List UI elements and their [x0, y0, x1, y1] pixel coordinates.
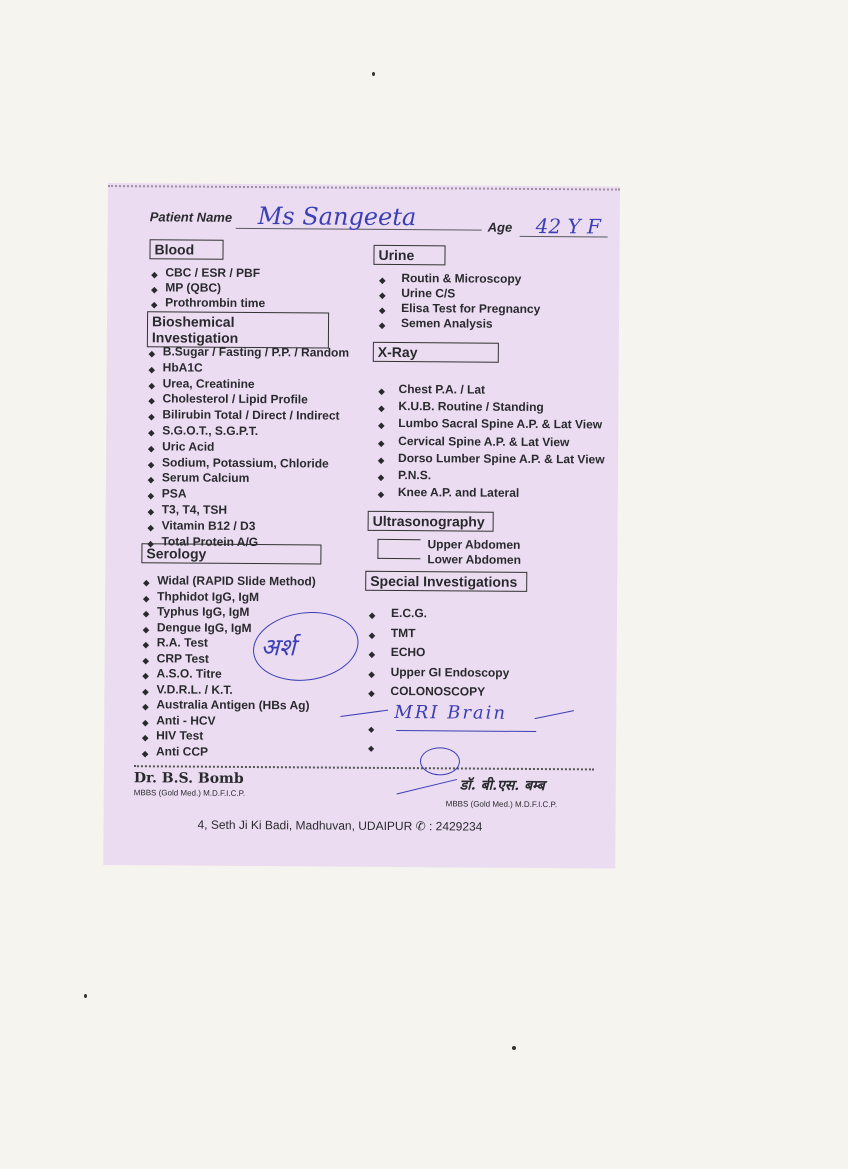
- list-item: ◆ Anti CCP: [142, 744, 315, 761]
- list-item: ◆ P.N.S.: [378, 467, 605, 486]
- doctor-name-en: Dr. B.S. Bomb: [133, 770, 244, 787]
- handwritten-mri-brain: MRI Brain: [394, 702, 508, 724]
- list-item: ◆ Serum Calcium: [148, 471, 348, 488]
- ultrasound-heading: Ultrasonography: [368, 511, 494, 532]
- signature-loop: [420, 747, 460, 775]
- doctor-name-hi: डॉ. बी.एस. बम्ब: [459, 777, 545, 795]
- list-item: ◆ S.G.O.T., S.G.P.T.: [148, 423, 348, 440]
- list-item: ◆ Sodium, Potassium, Chloride: [148, 455, 348, 472]
- list-item: ◆ Lumbo Sacral Spine A.P. & Lat View: [378, 415, 605, 434]
- list-item: ◆ Bilirubin Total / Direct / Indirect: [148, 407, 348, 424]
- margin-note: अर्श: [260, 633, 296, 662]
- list-item: ◆ HIV Test: [142, 728, 315, 745]
- list-item: ◆ PSA: [148, 486, 348, 503]
- doctor-quals-hi: MBBS (Gold Med.) M.D.F.I.C.P.: [445, 799, 558, 810]
- list-item: ◆ Prothrombin time: [151, 295, 265, 311]
- biochem-heading: Bioshemical Investigation: [147, 311, 329, 348]
- blood-list: [151, 265, 265, 311]
- list-item: ◆ ECHO: [369, 643, 510, 663]
- list-item: ◆ Semen Analysis: [379, 316, 540, 332]
- list-item: ◆ Vitamin B12 / D3: [148, 518, 348, 535]
- age-value: 42 Y F: [535, 213, 602, 239]
- pen-arrow-left: [340, 710, 388, 717]
- empty-bullet: ◆: [368, 724, 375, 734]
- list-item: ◆ Routin & Microscopy: [379, 271, 540, 287]
- special-heading: Special Investigations: [365, 571, 527, 592]
- xray-list: [378, 381, 605, 503]
- prescription-slip: [103, 183, 620, 869]
- list-item: ◆ Anti - HCV: [142, 713, 315, 730]
- scan-speck: [512, 1046, 516, 1050]
- serology-heading: Serology: [141, 543, 321, 564]
- empty-bullet: ◆: [368, 743, 375, 753]
- urine-list: [379, 271, 541, 332]
- xray-heading: X-Ray: [373, 342, 499, 363]
- pen-arrow-right: [535, 710, 574, 719]
- list-item: ◆ HbA1C: [149, 360, 349, 377]
- list-item: ◆ Uric Acid: [148, 439, 348, 456]
- list-item: ◆ B.Sugar / Fasting / P.P. / Random: [149, 344, 349, 361]
- list-item: ◆ Dengue IgG, IgM: [143, 620, 316, 637]
- blood-heading: Blood: [149, 239, 223, 260]
- perforation-edge: [108, 185, 620, 191]
- list-item: ◆ CBC / ESR / PBF: [151, 265, 265, 281]
- scan-speck: [84, 994, 87, 998]
- list-item: ◆ R.A. Test: [143, 635, 316, 652]
- ultrasound-upper: Upper Abdomen: [427, 537, 521, 552]
- special-list: [368, 604, 509, 702]
- list-item: ◆ Urine C/S: [379, 286, 540, 302]
- patient-name-value: Ms Sangeeta: [257, 202, 417, 232]
- list-item: ◆ E.C.G.: [369, 604, 510, 624]
- signature-stroke: [397, 779, 457, 795]
- patient-name-label: Patient Name: [149, 209, 233, 225]
- list-item: ◆ Cervical Spine A.P. & Lat View: [378, 433, 605, 452]
- list-item: ◆ CRP Test: [143, 651, 316, 668]
- list-item: ◆ Thphidot IgG, IgM: [143, 589, 316, 606]
- pen-underline: [396, 730, 536, 732]
- list-item: ◆ Upper GI Endoscopy: [369, 662, 510, 682]
- list-item: ◆ K.U.B. Routine / Standing: [378, 398, 605, 417]
- list-item: ◆ Typhus IgG, IgM: [143, 604, 316, 621]
- list-item: ◆ Knee A.P. and Lateral: [378, 484, 605, 503]
- list-item: ◆ A.S.O. Titre: [143, 666, 316, 683]
- ultrasound-lower: Lower Abdomen: [427, 552, 521, 567]
- list-item: ◆ Cholesterol / Lipid Profile: [148, 392, 348, 409]
- list-item: ◆ TMT: [369, 623, 510, 643]
- list-item: ◆ T3, T4, TSH: [148, 502, 348, 519]
- clinic-address: 4, Seth Ji Ki Badi, Madhuvan, UDAIPUR ✆ : 2429234: [197, 817, 483, 834]
- ultrasound-bracket: [377, 539, 420, 559]
- doctor-quals-en: MBBS (Gold Med.) M.D.F.I.C.P.: [133, 788, 246, 798]
- scan-speck: [372, 72, 375, 76]
- list-item: ◆ Urea, Creatinine: [149, 376, 349, 393]
- footer-divider: [134, 765, 594, 770]
- list-item: ◆ Elisa Test for Pregnancy: [379, 301, 540, 317]
- age-label: Age: [487, 219, 513, 235]
- list-item: ◆ Widal (RAPID Slide Method): [143, 573, 316, 590]
- biochem-list: [147, 344, 349, 551]
- list-item: ◆ MP (QBC): [151, 280, 265, 296]
- list-item: ◆ Dorso Lumber Spine A.P. & Lat View: [378, 450, 605, 469]
- list-item: ◆ Chest P.A. / Lat: [379, 381, 606, 400]
- list-item: ◆ Total Protein A/G: [147, 534, 347, 551]
- list-item: ◆ COLONOSCOPY: [368, 682, 509, 702]
- urine-heading: Urine: [373, 245, 445, 266]
- list-item: ◆ V.D.R.L. / K.T.: [142, 682, 315, 699]
- list-item: ◆ Australia Antigen (HBs Ag): [142, 697, 315, 714]
